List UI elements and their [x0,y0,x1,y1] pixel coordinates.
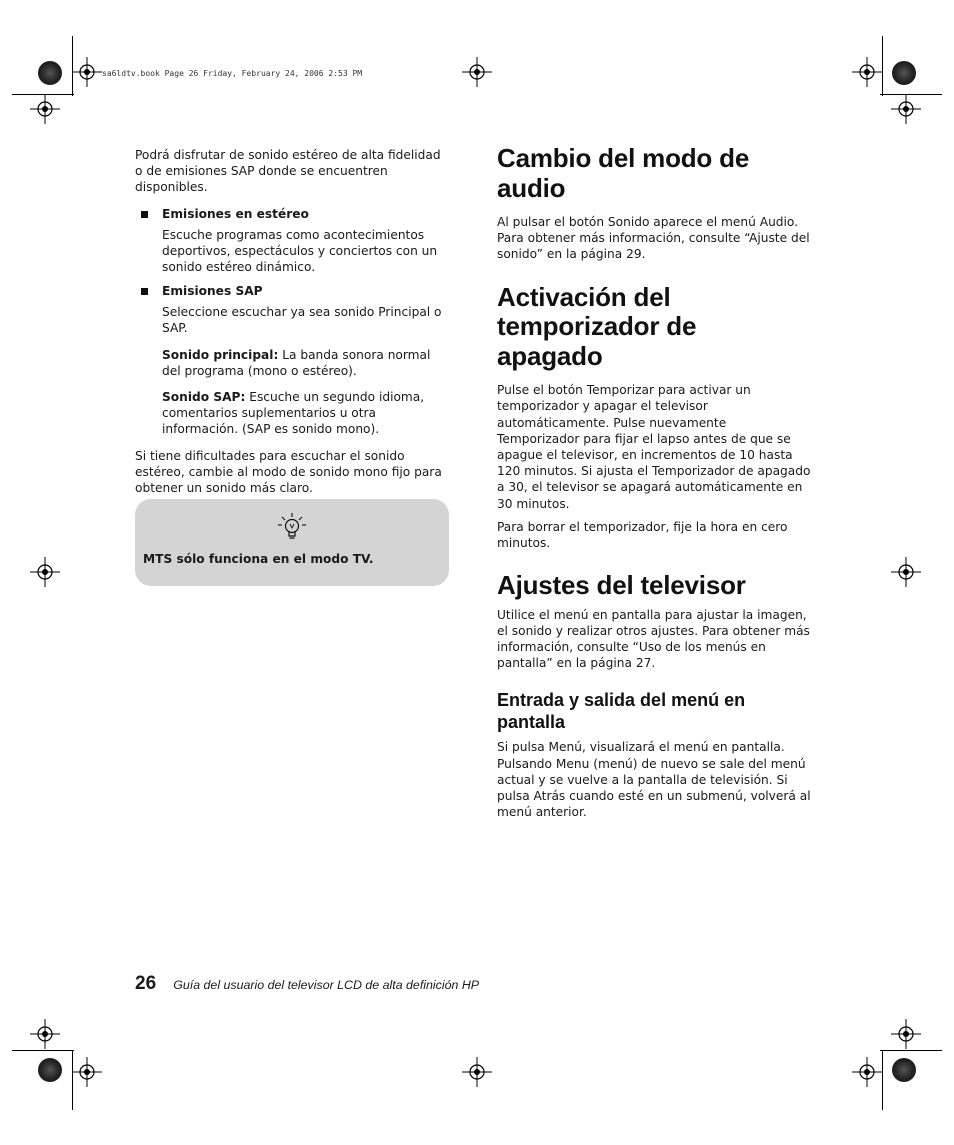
registration-mark-icon [462,1057,492,1087]
right-column [497,144,812,830]
bullet-body [135,227,450,276]
outro-paragraph: Si tiene dificultades para escuchar el sonido estéreo, cambie al modo de sonido mono fijo para obtener un sonido más claro. [135,448,442,496]
lightbulb-icon [277,511,307,543]
section-paragraph: Al pulsar el botón Sonido aparece el menú Audio. Para obtener más información, consulte “Ajuste del sonido” en la página 29. [497,215,810,262]
sap-item-label: Sonido SAP: [162,390,246,405]
crop-mark [880,1050,942,1051]
registration-mark-icon [891,557,921,587]
book-title: Guía del usuario del televisor LCD de alta definición HP [173,978,480,992]
crop-mark [882,36,883,96]
print-file-info: sa6ldtv.book Page 26 Friday, February 24, 2006 2:53 PM [102,69,363,78]
registration-mark-icon [30,94,60,124]
registration-seal-icon [38,61,62,85]
registration-mark-icon [891,94,921,124]
registration-mark-icon [30,1019,60,1049]
bullet-title: Emisiones en estéreo [162,206,309,221]
crop-mark [12,1050,74,1051]
section-title-audio: Cambio del modo de audio [497,143,750,203]
page-footer [135,973,479,995]
intro-paragraph: Podrá disfrutar de sonido estéreo de alta fidelidad o de emisiones SAP donde se encuentren disponibles. [135,148,441,195]
registration-seal-icon [38,1058,62,1082]
sap-item-principal [162,347,450,379]
section-paragraph: Para borrar el temporizador, fije la hora en cero minutos. [497,519,788,550]
registration-seal-icon [892,1058,916,1082]
bullet-text: Seleccione escuchar ya sea sonido Principal o SAP. [162,305,442,336]
sap-item-text: La banda sonora normal del programa (mono o estéreo). [162,347,431,378]
sap-item-sap [162,389,450,438]
registration-mark-icon [852,1057,882,1087]
square-bullet-icon [141,288,148,295]
section-paragraph: Utilice el menú en pantalla para ajustar la imagen, el sonido y realizar otros ajustes. Para obtener más información, consulte “Uso de los menús en pantalla” en la página 27. [497,607,810,671]
bullet-item [135,206,450,222]
bullet-title: Emisiones SAP [162,284,263,299]
registration-mark-icon [891,1019,921,1049]
bullet-text: Escuche programas como acontecimientos deportivos, espectáculos y conciertos con un sonido estéreo dinámico. [162,227,438,275]
bullet-body [135,304,450,437]
sap-item-text: Escuche un segundo idioma, comentarios suplementarios u otra información. (SAP es sonido mono). [162,390,425,437]
page-number: 26 [135,973,157,994]
registration-mark-icon [462,57,492,87]
registration-mark-icon [852,57,882,87]
registration-mark-icon [72,1057,102,1087]
registration-mark-icon [72,57,102,87]
note-text: MTS sólo funciona en el modo TV. [143,552,374,566]
section-title-timer: Activación del temporizador de apagado [497,281,697,371]
left-column [135,147,450,506]
subsection-title: Entrada y salida del menú en pantalla [497,690,746,733]
sap-item-label: Sonido principal: [162,347,279,362]
registration-seal-icon [892,61,916,85]
subsection-paragraph: Si pulsa Menú, visualizará el menú en pantalla. Pulsando Menu (menú) de nuevo se sale del menú actual y se vuelve a la pantalla de televisión. Si pulsa Atrás cuando esté en un submenú, volverá al menú anterior. [497,740,811,820]
bullet-item [135,283,450,299]
section-paragraph: Pulse el botón Temporizar para activar un temporizador y apagar el televisor automáticamente. Pulse nuevamente Temporizador para fijar el lapso antes de que se apague el televisor, en incrementos de 10 hasta 120 minutos. Si ajusta el Temporizador de apagado a 30, el televisor se apagará automáticamente en 30 minutos. [497,383,811,511]
square-bullet-icon [141,211,148,218]
note-box [135,499,449,586]
crop-mark [882,1050,883,1110]
registration-mark-icon [30,557,60,587]
section-title-tv-settings: Ajustes del televisor [497,570,746,601]
